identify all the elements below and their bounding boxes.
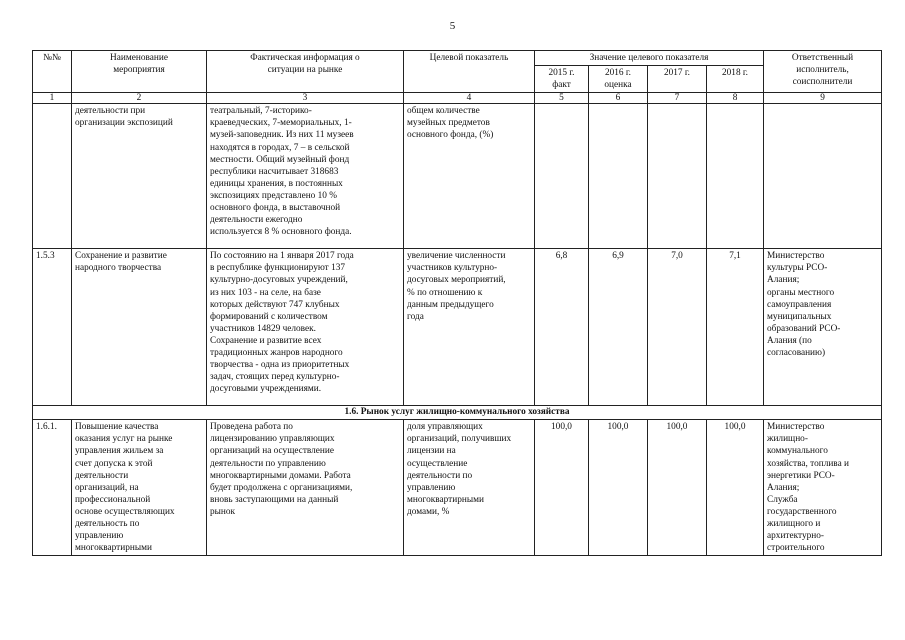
row-responsible: Министерство жилищно- коммунального хозяйства, топлива и энергетики РСО- Алания; Служба государственного жилищного и архитектурно- строительного xyxy=(764,420,882,556)
row-name: Повышение качества оказания услуг на рынке управления жильем за счет допуска к этой деятельности организаций, на профессиональной основе осуществляющих деятельность по управлению многоквартирными xyxy=(72,420,207,556)
row-target: доля управляющих организаций, получивших лицензии на осуществление деятельности по управлению многоквартирными домами, % xyxy=(404,420,535,556)
row-responsible: Министерство культуры РСО- Алания; органы местного самоуправления муниципальных образований РСО- Алания (по согласованию) xyxy=(764,249,882,406)
row-value-2016: 6,9 xyxy=(589,249,648,406)
row-info: По состоянию на 1 января 2017 года в республике функционируют 137 культурно-досуговых учреждений, из них 103 - на селе, на базе которых действуют 747 клубных формирований с количеством участников 14829 человек. Сохранение и развитие всех традиционных жанров народного творчества - одна из приоритетных задач, стоящих перед культурно- досуговыми учреждениями. xyxy=(207,249,404,406)
row-target: увеличение численности участников культурно- досуговых мероприятий, % по отношению к данным предыдущего года xyxy=(404,249,535,406)
row-num xyxy=(33,104,72,249)
column-number: 8 xyxy=(707,93,764,104)
row-value-2015: 100,0 xyxy=(535,420,589,556)
table-row xyxy=(33,104,882,249)
column-number: 3 xyxy=(207,93,404,104)
header-responsible: Ответственный исполнитель, соисполнители xyxy=(764,51,882,93)
column-number: 4 xyxy=(404,93,535,104)
column-number: 6 xyxy=(589,93,648,104)
header-num: №№ xyxy=(33,51,72,93)
row-value-2018: 100,0 xyxy=(707,420,764,556)
row-value-2015 xyxy=(535,104,589,249)
page-number: 5 xyxy=(449,20,456,32)
row-value-2018: 7,1 xyxy=(707,249,764,406)
plan-table xyxy=(32,50,882,556)
column-number: 5 xyxy=(535,93,589,104)
section-title: 1.6. Рынок услуг жилищно-коммунального хозяйства xyxy=(33,406,882,420)
row-target: общем количестве музейных предметов основного фонда, (%) xyxy=(404,104,535,249)
column-number: 9 xyxy=(764,93,882,104)
header-row xyxy=(33,51,882,66)
column-number: 2 xyxy=(72,93,207,104)
header-name: Наименование мероприятия xyxy=(72,51,207,93)
section-row xyxy=(33,406,882,420)
row-name: Сохранение и развитие народного творчества xyxy=(72,249,207,406)
table-row xyxy=(33,420,882,556)
row-value-2016 xyxy=(589,104,648,249)
header-values-group: Значение целевого показателя xyxy=(535,51,764,66)
row-info: театральный, 7-историко- краеведческих, 7-мемориальных, 1- музей-заповедник. Из них 11 музеев находятся в городах, 7 – в сельской местности. Общий музейный фонд республики насчитывает 318683 единицы хранения, в постоянных экспозициях представлено 10 % основного фонда, в выставочной деятельности ежегодно используется 8 % основного фонда. xyxy=(207,104,404,249)
row-value-2017: 100,0 xyxy=(648,420,707,556)
row-info: Проведена работа по лицензированию управляющих организаций на осуществление деятельности по управлению многоквартирными домами. Работа будет продолжена с организациями, вновь заступающими на данный рынок xyxy=(207,420,404,556)
row-responsible xyxy=(764,104,882,249)
row-num: 1.6.1. xyxy=(33,420,72,556)
header-2015: 2015 г. факт xyxy=(535,66,589,93)
row-value-2018 xyxy=(707,104,764,249)
header-2017: 2017 г. xyxy=(648,66,707,93)
row-value-2015: 6,8 xyxy=(535,249,589,406)
table-row xyxy=(33,249,882,406)
row-value-2017 xyxy=(648,104,707,249)
row-num: 1.5.3 xyxy=(33,249,72,406)
header-target: Целевой показатель xyxy=(404,51,535,93)
row-name: деятельности при организации экспозиций xyxy=(72,104,207,249)
header-2018: 2018 г. xyxy=(707,66,764,93)
column-number: 7 xyxy=(648,93,707,104)
row-value-2016: 100,0 xyxy=(589,420,648,556)
column-number: 1 xyxy=(33,93,72,104)
header-2016: 2016 г. оценка xyxy=(589,66,648,93)
row-value-2017: 7,0 xyxy=(648,249,707,406)
header-info: Фактическая информация о ситуации на рынке xyxy=(207,51,404,93)
column-number-row xyxy=(33,93,882,104)
